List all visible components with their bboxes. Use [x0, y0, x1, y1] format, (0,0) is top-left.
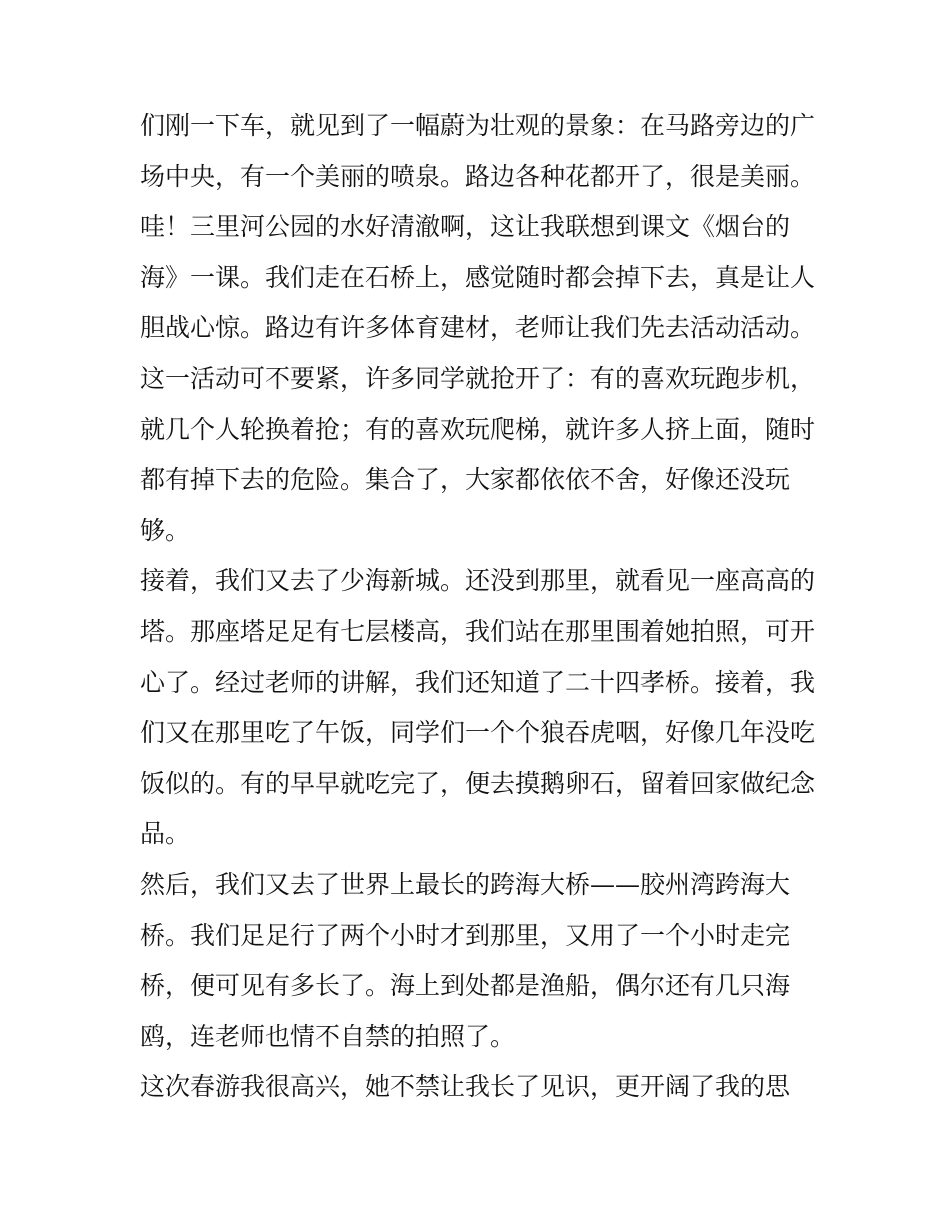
- essay-text: [140, 101, 820, 1113]
- text-line: 胆战心惊。路边有许多体育建材，老师让我们先去活动活动。: [140, 313, 816, 343]
- text-line: 们刚一下车，就见到了一幅蔚为壮观的景象：在马路旁边的广: [140, 111, 816, 140]
- text-line: 桥。我们足足行了两个小时才到那里，又用了一个小时走完: [140, 920, 791, 950]
- text-line: 桥，便可见有多长了。海上到处都是渔船，偶尔还有几只海: [140, 971, 791, 1001]
- text-line: 这一活动可不要紧，许多同学就抢开了：有的喜欢玩跑步机，: [140, 363, 816, 393]
- text-line: 接着，我们又去了少海新城。还没到那里，就看见一座高高的: [140, 566, 816, 596]
- text-line: 们又在那里吃了午饭，同学们一个个狼吞虎咽，好像几年没吃: [140, 718, 816, 748]
- text-line: 品。: [140, 819, 191, 849]
- text-line: 这次春游我很高兴，她不禁让我长了见识，更开阔了我的思: [140, 1072, 791, 1102]
- text-line: 海》一课。我们走在石桥上，感觉随时都会掉下去，真是让人: [140, 262, 816, 292]
- text-line: 场中央，有一个美丽的喷泉。路边各种花都开了，很是美丽。: [140, 161, 816, 191]
- text-line: 都有掉下去的危险。集合了，大家都依依不舍，好像还没玩: [140, 465, 791, 495]
- text-line: 哇！三里河公园的水好清澈啊，这让我联想到课文《烟台的: [140, 212, 791, 242]
- text-line: 塔。那座塔足足有七层楼高，我们站在那里围着她拍照，可开: [140, 616, 816, 646]
- text-line: 心了。经过老师的讲解，我们还知道了二十四孝桥。接着，我: [140, 667, 816, 697]
- text-line: 饭似的。有的早早就吃完了，便去摸鹅卵石，留着回家做纪念: [140, 768, 816, 798]
- text-line: 然后，我们又去了世界上最长的跨海大桥——胶州湾跨海大: [140, 869, 791, 899]
- text-line: 就几个人轮换着抢；有的喜欢玩爬梯，就许多人挤上面，随时: [140, 414, 816, 444]
- text-line: 鸥，连老师也情不自禁的拍照了。: [140, 1021, 516, 1051]
- text-line: 够。: [140, 515, 191, 545]
